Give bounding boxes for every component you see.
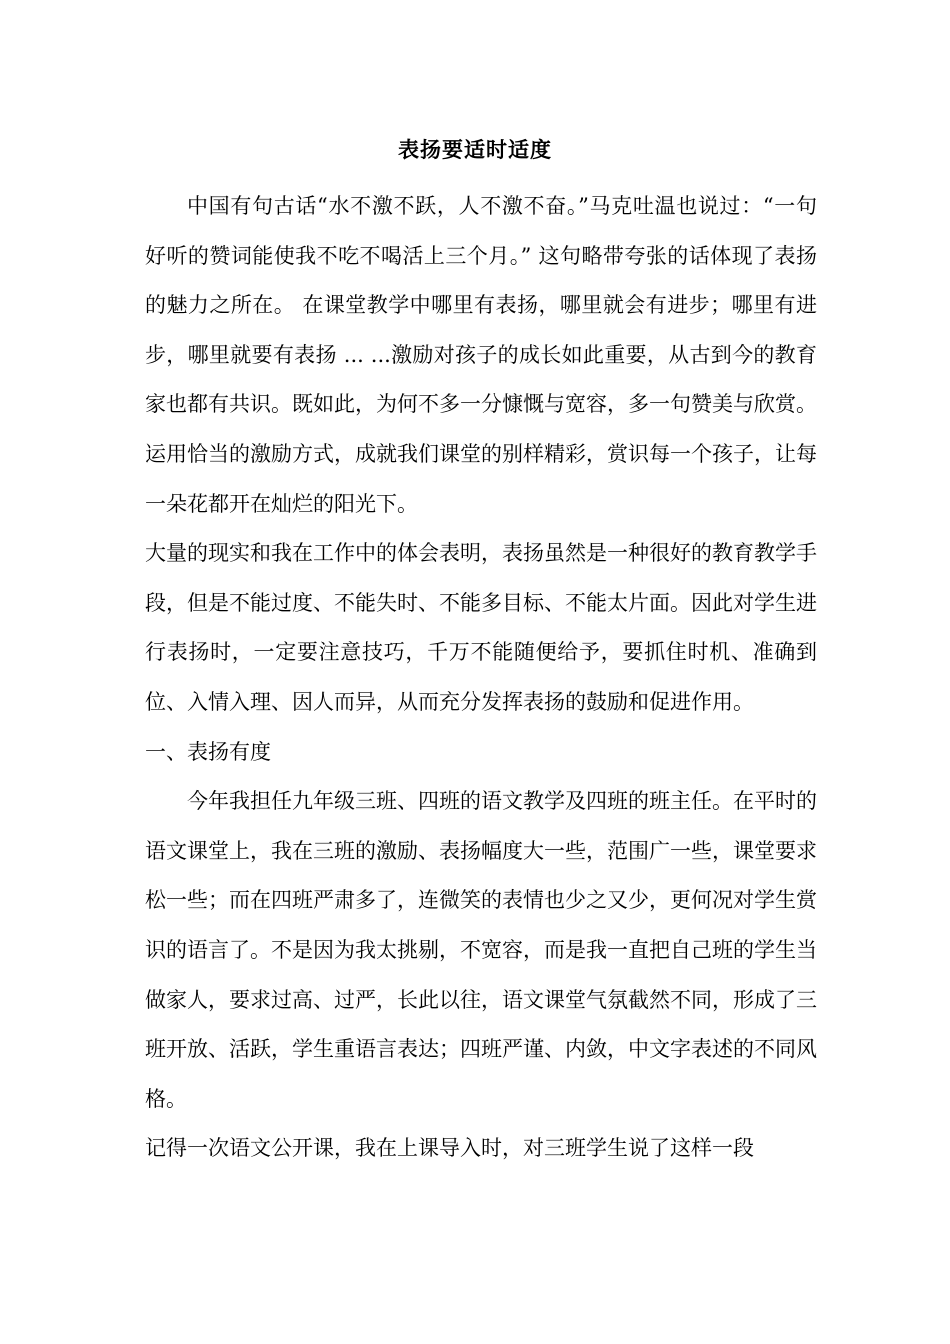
document-body <box>145 182 817 1174</box>
paragraph-class-comparison: 今年我担任九年级三班、四班的语文教学及四班的班主任。在平时的语文课堂上，我在三班的激励、表扬幅度大一些，范围广一些，课堂要求松一些；而在四班严肃多了，连微笑的表情也少之又少，更何况对学生赏识的语言了。不是因为我太挑剔，不宽容，而是我一直把自己班的学生当做家人，要求过高、过严，长此以往，语文课堂气氛截然不同，形成了三班开放、活跃，学生重语言表达；四班严谨、内敛，中文字表述的不同风格。 <box>145 789 817 1111</box>
paragraph-intro: 中国有句古话“水不激不跃，人不激不奋。”马克吐温也说过：“一句好听的赞词能使我不吃不喝活上三个月。” 这句略带夸张的话体现了表扬的魅力之所在。 在课堂教学中哪里有表扬，哪里就会有进步；哪里有进步，哪里就要有表扬 ... ...激励对孩子的成长如此重要，从古到今的教育家也都有共识。既如此，为何不多一分慷慨与宽容，多一句赞美与欣赏。运用恰当的激励方式，成就我们课堂的别样精彩，赏识每一个孩子，让每一朵花都开在灿烂的阳光下。 <box>145 194 817 516</box>
paragraph-praise-techniques: 大量的现实和我在工作中的体会表明，表扬虽然是一种很好的教育教学手段，但是不能过度、不能失时、不能多目标、不能太片面。因此对学生进行表扬时，一定要注意技巧，千万不能随便给予，要抓住时机、准确到位、入情入理、因人而异，从而充分发挥表扬的鼓励和促进作用。 <box>145 541 817 714</box>
document-title: 表扬要适时适度 <box>398 137 552 162</box>
section-heading-praise-moderation: 一、表扬有度 <box>145 739 271 764</box>
paragraph-open-class: 记得一次语文公开课，我在上课导入时，对三班学生说了这样一段 <box>145 1136 754 1161</box>
